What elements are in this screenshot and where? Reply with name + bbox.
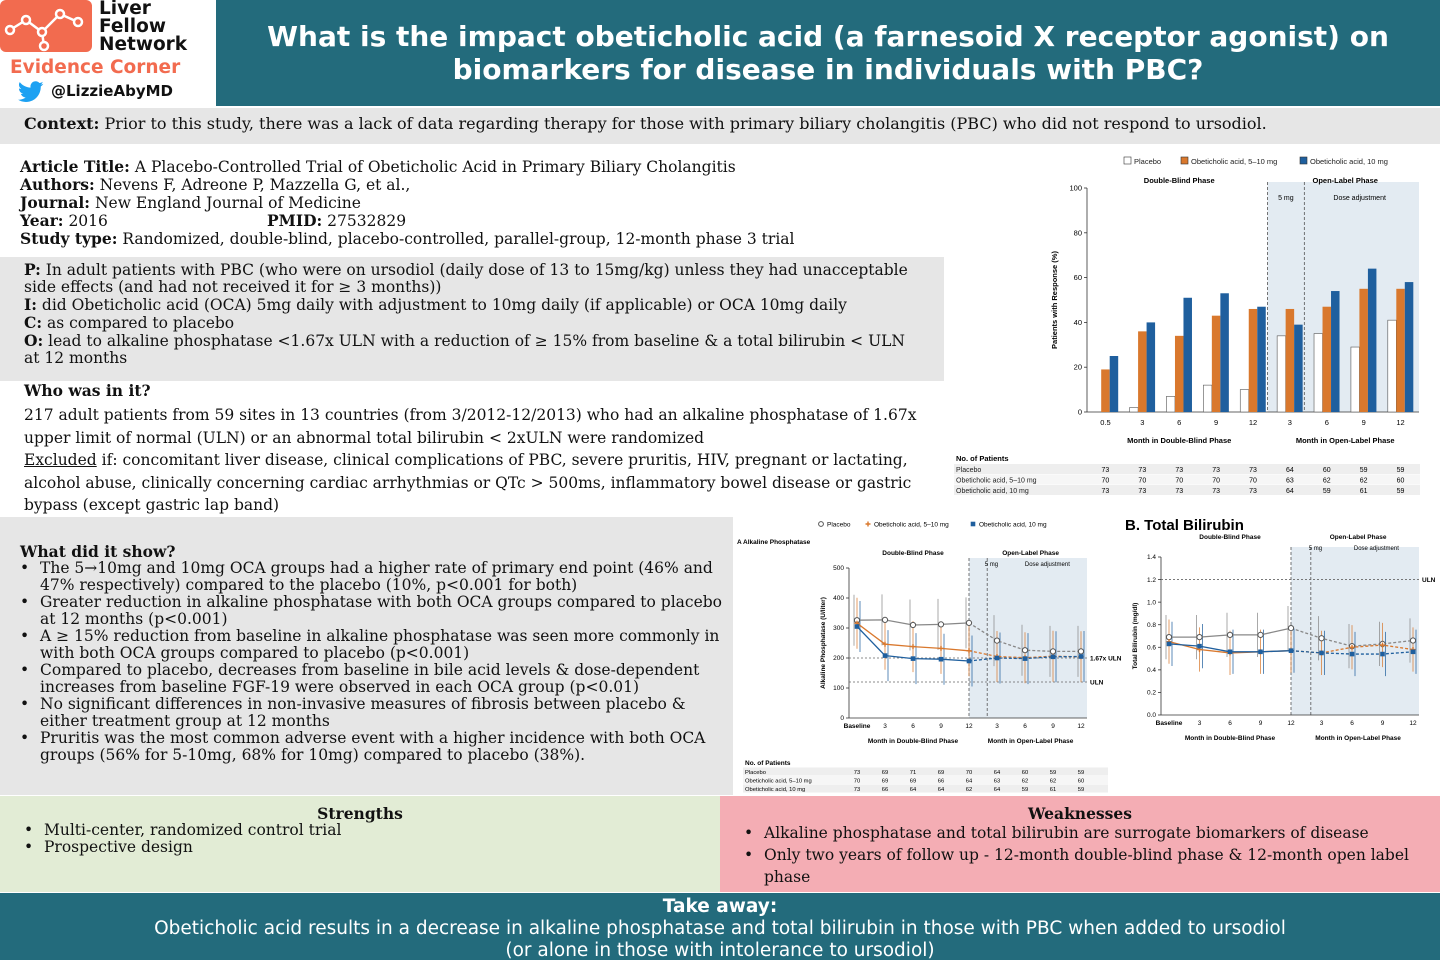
y-tick-label: 40	[1073, 317, 1082, 327]
data-point	[1288, 626, 1293, 631]
authors-label: Authors:	[20, 175, 95, 194]
alkaline-phosphatase-chart	[733, 515, 1125, 796]
reference-line-label: 1.67x ULN	[1090, 655, 1122, 663]
data-point	[938, 622, 943, 627]
bar	[1166, 396, 1175, 412]
data-point	[911, 656, 916, 661]
data-point	[1079, 654, 1084, 659]
legend-label: Placebo	[1134, 157, 1162, 166]
patients-row-label: Obeticholic acid, 5–10 mg	[956, 477, 1037, 485]
data-point	[855, 624, 860, 629]
pico-i: did Obeticholic acid (OCA) 5mg daily with adjustment to 10mg daily (if applicable) or OCA 10mg daily	[36, 296, 847, 314]
bar	[1212, 316, 1221, 412]
data-point	[1197, 635, 1202, 640]
x-tick-label: 3	[883, 723, 887, 730]
patients-cell: 64	[993, 787, 1001, 793]
list-item: • Multi-center, randomized control trial	[24, 822, 720, 839]
x-tick-label: 9	[1361, 418, 1366, 427]
results-section	[0, 517, 733, 795]
legend-label: Obeticholic acid, 10 mg	[1310, 157, 1388, 166]
y-tick-label: 80	[1073, 228, 1082, 238]
logo-brand-line2: Fellow	[99, 16, 166, 37]
data-point	[883, 653, 888, 658]
data-point	[882, 617, 887, 622]
patients-cell: 64	[1285, 467, 1294, 474]
open-label-shade	[1291, 547, 1419, 715]
x-tick-label: 9	[1214, 418, 1219, 427]
patients-table-title: No. of Patients	[956, 454, 1009, 463]
patients-cell: 62	[1322, 477, 1331, 485]
bar	[1203, 385, 1212, 412]
patients-cell: 60	[1396, 477, 1405, 485]
pico-p-label: P:	[24, 260, 41, 279]
open-label-sublabel: Dose adjustment	[1353, 546, 1399, 552]
logo-brand-line1: Liver	[99, 0, 151, 19]
y-axis-label: Total Bilirubin (mg/dl)	[1132, 602, 1139, 670]
patients-row-label: Obeticholic acid, 10 mg	[745, 787, 806, 793]
article-title: A Placebo-Controlled Trial of Obeticholic Acid in Primary Biliary Cholangitis	[129, 158, 736, 176]
x-tick-label: 3	[995, 723, 999, 730]
y-tick-label: 100	[1069, 183, 1082, 193]
x-tick-label: 12	[1396, 418, 1405, 427]
patients-cell: 59	[1021, 787, 1029, 793]
patients-cell: 69	[909, 778, 917, 785]
patients-cell: 70	[1175, 477, 1184, 485]
patients-cell: 70	[1101, 477, 1110, 485]
strengths-box	[0, 796, 720, 892]
open-label-sublabel: Dose adjustment	[1333, 195, 1386, 202]
list-item: • Prospective design	[24, 839, 720, 856]
legend-marker	[971, 522, 976, 527]
data-point	[939, 657, 944, 662]
y-tick-label: 0	[840, 715, 844, 723]
data-point	[1197, 644, 1202, 649]
patients-table-title: No. of Patients	[745, 760, 791, 767]
legend-label: Placebo	[827, 521, 851, 529]
bar	[1396, 289, 1405, 412]
who-section	[24, 382, 924, 517]
y-tick-label: 0.6	[1146, 644, 1156, 652]
pmid: 27532829	[322, 212, 407, 230]
pico-o: lead to alkaline phosphatase <1.67x ULN with a reduction of ≥ 15% from baseline & a total bilirubin < ULN at 12 months	[24, 332, 905, 367]
data-point	[1022, 648, 1027, 653]
page-title	[216, 0, 1440, 106]
patients-cell: 73	[1249, 467, 1257, 474]
patients-cell: 73	[1138, 488, 1147, 495]
phase-label: Double-Blind Phase	[1199, 534, 1261, 541]
legend-label: Obeticholic acid, 5–10 mg	[1191, 157, 1278, 166]
y-tick-label: 0.8	[1146, 621, 1156, 629]
y-tick-label: 1.4	[1146, 554, 1156, 562]
y-tick-label: 0.0	[1146, 712, 1156, 720]
y-axis-label: Alkaline Phosphatase (U/liter)	[820, 597, 827, 689]
pico-i-label: I:	[24, 295, 37, 314]
year-label: Year:	[20, 211, 64, 230]
data-point	[1078, 649, 1083, 654]
phase-label: Open-Label Phase	[1329, 534, 1387, 541]
year: 2016	[63, 212, 108, 230]
bar	[1388, 320, 1397, 412]
weaknesses-title: Weaknesses	[1028, 804, 1132, 823]
data-point	[1380, 652, 1385, 657]
patients-cell: 60	[1077, 778, 1085, 785]
open-label-sublabel: 5 mg	[1278, 195, 1294, 202]
data-point	[1411, 650, 1416, 655]
pico-p: In adult patients with PBC (who were on ursodiol (daily dose of 13 to 15mg/kg) unless they had unacceptable side effects (and had not received it for ≥ 3 months))	[24, 261, 908, 296]
who-text: 217 adult patients from 59 sites in 13 countries (from 3/2012-12/2013) who had an alkaline phosphatase of 1.67x upper limit of normal (ULN) or an abnormal total bilirubin < 2xULN were randomized	[24, 406, 917, 447]
x-axis-label: Month in Open-Label Phase	[987, 738, 1074, 745]
data-point	[1166, 635, 1171, 640]
x-tick-label: 9	[1258, 720, 1263, 727]
patients-cell: 60	[1021, 770, 1029, 776]
patients-row-label: Placebo	[956, 467, 982, 474]
data-point	[939, 646, 944, 651]
context-label: Context:	[24, 114, 100, 133]
patients-cell: 73	[1138, 467, 1147, 474]
patients-cell: 70	[1249, 477, 1257, 485]
x-tick-label: 9	[1051, 723, 1055, 730]
data-point	[994, 638, 999, 643]
patients-cell: 71	[909, 770, 917, 776]
list-item: • Alkaline phosphatase and total bilirubin are surrogate biomarkers of disease	[744, 822, 1440, 844]
strengths-list	[0, 822, 720, 856]
phase-label: Double-Blind Phase	[882, 550, 944, 557]
journal: New England Journal of Medicine	[90, 194, 361, 212]
x-axis-label: Month in Double-Blind Phase	[1184, 735, 1276, 742]
bar	[1220, 293, 1229, 412]
x-tick-label: 6	[911, 723, 915, 730]
bar	[1286, 309, 1295, 412]
patients-cell: 73	[1175, 488, 1184, 495]
patients-cell: 59	[1396, 488, 1405, 495]
x-tick-label: 12	[1287, 720, 1295, 727]
data-point	[1051, 655, 1056, 660]
x-axis-label: Month in Open-Label Phase	[1315, 735, 1401, 742]
open-label-sublabel: Dose adjustment	[1024, 562, 1070, 568]
patients-cell: 69	[937, 770, 945, 776]
bar	[1183, 298, 1192, 412]
x-tick-label: 0.5	[1100, 418, 1111, 427]
patients-cell: 66	[881, 787, 889, 793]
patients-cell: 61	[1359, 488, 1368, 495]
patients-cell: 64	[909, 787, 917, 793]
list-item: • Only two years of follow up - 12-month double-blind phase & 12-month open label phase	[744, 844, 1440, 888]
y-tick-label: 60	[1073, 273, 1082, 283]
patients-row-label: Obeticholic acid, 10 mg	[956, 488, 1029, 495]
logo-area	[0, 0, 216, 106]
bar	[1359, 289, 1368, 412]
list-item: • No significant differences in non-invasive measures of fibrosis between placebo & either treatment group at 12 months	[20, 696, 725, 730]
bar	[1130, 408, 1139, 412]
patients-cell: 59	[1322, 488, 1331, 495]
patients-cell: 59	[1396, 467, 1405, 474]
bar	[1351, 347, 1360, 412]
title-line-2: biomarkers for disease in individuals with PBC?	[452, 53, 1204, 86]
patients-cell: 69	[881, 770, 889, 776]
x-axis-label: Month in Double-Blind Phase	[867, 738, 959, 745]
data-point	[1228, 650, 1233, 655]
list-item: • The 5→10mg and 10mg OCA groups had a higher rate of primary end point (46% and 47% respectively) compared to the placebo (10%, p<0.001 for both)	[20, 560, 725, 594]
patients-row-label: Placebo	[745, 770, 766, 776]
data-point	[1319, 651, 1324, 656]
logo-brand-line3: Network	[99, 34, 188, 55]
patients-cell: 69	[881, 778, 889, 785]
weaknesses-box	[720, 796, 1440, 892]
patients-cell: 73	[1101, 488, 1110, 495]
patients-cell: 59	[1049, 770, 1057, 776]
open-label-sublabel: 5 mg	[1308, 546, 1323, 552]
patients-cell: 70	[1138, 477, 1147, 485]
data-point	[910, 622, 915, 627]
bar	[1138, 331, 1147, 412]
reference-line-label: ULN	[1090, 679, 1104, 687]
bar	[1294, 325, 1303, 412]
x-tick-label: 6	[1228, 720, 1232, 727]
legend-marker	[819, 522, 824, 527]
y-tick-label: 100	[833, 685, 844, 693]
legend-swatch	[1181, 157, 1188, 164]
data-point	[967, 659, 972, 664]
patients-cell: 70	[965, 770, 973, 776]
who-title: Who was in it?	[24, 381, 151, 400]
x-tick-label: 6	[1324, 418, 1329, 427]
x-tick-label: 6	[1350, 720, 1354, 727]
twitter-icon	[18, 81, 44, 103]
weaknesses-list	[720, 822, 1440, 888]
y-tick-label: 0.2	[1146, 689, 1156, 697]
bar	[1405, 282, 1414, 412]
results-title: What did it show?	[20, 542, 176, 561]
patients-cell: 62	[1359, 477, 1368, 485]
pico-c-label: C:	[24, 313, 43, 332]
phase-label: Double-Blind Phase	[1143, 176, 1215, 185]
bar	[1240, 390, 1249, 412]
x-tick-label: 6	[1023, 723, 1027, 730]
list-item: • Greater reduction in alkaline phosphatase with both OCA groups compared to placebo at 12 months (p<0.001)	[20, 594, 725, 628]
patients-cell: 70	[1212, 477, 1221, 485]
results-list	[20, 560, 725, 764]
y-tick-label: 1.0	[1146, 599, 1156, 607]
takeaway-bar	[0, 893, 1440, 960]
list-item: • Compared to placebo, decreases from baseline in bile acid levels & dose-dependent increases from baseline FGF-19 were observed in each OCA group (p<0.01)	[20, 662, 725, 696]
bar	[1257, 307, 1266, 412]
data-point	[1167, 642, 1172, 647]
bar	[1175, 336, 1184, 412]
pico-c: as compared to placebo	[42, 314, 235, 332]
article-info	[20, 158, 920, 248]
patients-cell: 64	[993, 770, 1001, 776]
patients-cell: 63	[1285, 477, 1294, 485]
bar	[1249, 309, 1258, 412]
open-label-sublabel: 5 mg	[984, 562, 999, 568]
phase-label: Open-Label Phase	[1312, 176, 1378, 185]
bar	[1314, 334, 1323, 412]
x-tick-label: 3	[1140, 418, 1145, 427]
x-axis-label: Month in Open-Label Phase	[1295, 436, 1395, 445]
title-line-1: What is the impact obeticholic acid (a farnesoid X receptor agonist) on	[267, 20, 1389, 53]
context-bar	[0, 108, 1440, 144]
x-tick-label: 3	[1319, 720, 1324, 727]
response-bar-chart	[944, 150, 1440, 500]
x-tick-label: 12	[1248, 418, 1258, 427]
takeaway-line-1: Obeticholic acid results in a decrease in alkaline phosphatase and total bilirubin in those with PBC when added to ursodiol	[154, 918, 1286, 939]
data-point	[1410, 638, 1415, 643]
list-item: • Pruritis was the most common adverse event with a higher incidence with both OCA groups (56% for 5-10mg, 68% for 10mg) compared to placebo (38%).	[20, 730, 725, 764]
chart-title: B. Total Bilirubin	[1125, 517, 1244, 534]
data-point	[1258, 650, 1263, 655]
legend-label: Obeticholic acid, 10 mg	[979, 521, 1047, 529]
bar	[1331, 291, 1340, 412]
x-tick-label: 6	[1177, 418, 1182, 427]
study-type-label: Study type:	[20, 229, 118, 248]
excluded-text: if: concomitant liver disease, clinical complications of PBC, severe pruritis, HIV, pregnant or lactating, alcohol abuse, clinically concerning cardiac arrhythmias or QTc > 500ms, inflammatory bowel disease or gastric bypass (except gastric lap band)	[24, 451, 912, 514]
takeaway-title: Take away:	[662, 896, 778, 917]
legend-label: Obeticholic acid, 5–10 mg	[874, 521, 949, 529]
article-title-label: Article Title:	[20, 157, 130, 176]
x-tick-label: 12	[1409, 720, 1417, 727]
context-text: Prior to this study, there was a lack of data regarding therapy for those with primary biliary cholangitis (PBC) who did not respond to ursodiol.	[99, 114, 1267, 133]
legend-swatch	[1124, 157, 1131, 164]
patients-cell: 62	[965, 787, 973, 793]
excluded-label: Excluded	[24, 451, 97, 469]
bar	[1368, 269, 1377, 412]
journal-label: Journal:	[20, 193, 91, 212]
y-tick-label: 300	[833, 625, 844, 633]
data-point	[1289, 648, 1294, 653]
y-tick-label: 200	[833, 655, 844, 663]
bar	[1110, 356, 1119, 412]
data-point	[911, 644, 916, 649]
patients-cell: 61	[1049, 787, 1057, 793]
patients-cell: 64	[1285, 488, 1294, 495]
x-tick-label: 12	[965, 723, 973, 730]
bar	[1277, 336, 1286, 412]
x-tick-label: 3	[1197, 720, 1202, 727]
legend-swatch	[1300, 157, 1307, 164]
patients-cell: 62	[1049, 778, 1057, 785]
patients-cell: 70	[853, 778, 861, 785]
y-tick-label: 1.2	[1146, 576, 1156, 584]
patients-cell: 73	[1249, 488, 1257, 495]
pmid-label: PMID:	[267, 211, 323, 230]
y-tick-label: 20	[1073, 362, 1082, 372]
total-bilirubin-chart	[1125, 515, 1440, 755]
data-point	[1258, 632, 1263, 637]
data-point	[1350, 652, 1355, 657]
patients-cell: 59	[1359, 467, 1368, 474]
patients-cell: 60	[1322, 467, 1331, 474]
patients-cell: 73	[1212, 467, 1221, 474]
data-point	[995, 656, 1000, 661]
patients-cell: 73	[1101, 467, 1110, 474]
y-tick-label: 0.4	[1146, 667, 1156, 675]
patients-row-label: Obeticholic acid, 5–10 mg	[745, 778, 812, 785]
x-tick-label: Baseline	[1155, 720, 1183, 727]
strengths-title: Strengths	[317, 804, 403, 823]
patients-row	[954, 464, 1420, 474]
reference-line-label: ULN	[1422, 577, 1436, 585]
x-tick-label: 9	[1380, 720, 1385, 727]
y-tick-label: 400	[833, 595, 844, 603]
x-tick-label: 9	[939, 723, 943, 730]
pico-section	[0, 257, 944, 381]
x-tick-label: 3	[1287, 418, 1292, 427]
study-type: Randomized, double-blind, placebo-controlled, parallel-group, 12-month phase 3 trial	[117, 230, 795, 248]
chart-title: A Alkaline Phosphatase	[737, 539, 811, 546]
phase-label: Open-Label Phase	[1002, 550, 1059, 557]
patients-cell: 66	[937, 778, 945, 785]
data-point	[1050, 649, 1055, 654]
patients-cell: 62	[1021, 778, 1029, 785]
authors: Nevens F, Adreone P, Mazzella G, et al.,	[94, 176, 411, 194]
patients-cell: 59	[1077, 770, 1085, 776]
y-tick-label: 0	[1077, 407, 1082, 417]
patients-cell: 73	[1175, 467, 1184, 474]
legend-marker	[866, 522, 871, 527]
patients-cell: 73	[853, 770, 861, 776]
patients-cell: 73	[1212, 488, 1221, 495]
bar	[1323, 307, 1332, 412]
x-tick-label: 12	[1077, 723, 1085, 730]
list-item: • A ≥ 15% reduction from baseline in alkaline phosphatase was seen more commonly in with both OCA groups compared to placebo (p<0.001)	[20, 628, 725, 662]
network-logo-icon	[0, 0, 96, 56]
patients-cell: 73	[853, 787, 861, 793]
evidence-corner-label: Evidence Corner	[10, 57, 181, 78]
data-point	[966, 620, 971, 625]
y-tick-label: 500	[833, 565, 844, 573]
patients-cell: 64	[965, 778, 973, 785]
patients-cell: 64	[937, 787, 945, 793]
twitter-handle[interactable]: @LizzieAbyMD	[51, 82, 173, 100]
data-point	[1023, 656, 1028, 661]
x-axis-label: Month in Double-Blind Phase	[1127, 436, 1232, 445]
data-point	[1227, 632, 1232, 637]
x-tick-label: Baseline	[843, 723, 871, 730]
y-axis-label: Patients with Response (%)	[1050, 251, 1059, 349]
pico-o-label: O:	[24, 331, 44, 350]
data-point	[1319, 636, 1324, 641]
takeaway-line-2: (or alone in those with intolerance to ursodiol)	[505, 940, 935, 961]
patients-cell: 59	[1077, 787, 1085, 793]
bar	[1147, 322, 1156, 412]
patients-cell: 63	[993, 778, 1001, 785]
bar	[1101, 369, 1110, 412]
